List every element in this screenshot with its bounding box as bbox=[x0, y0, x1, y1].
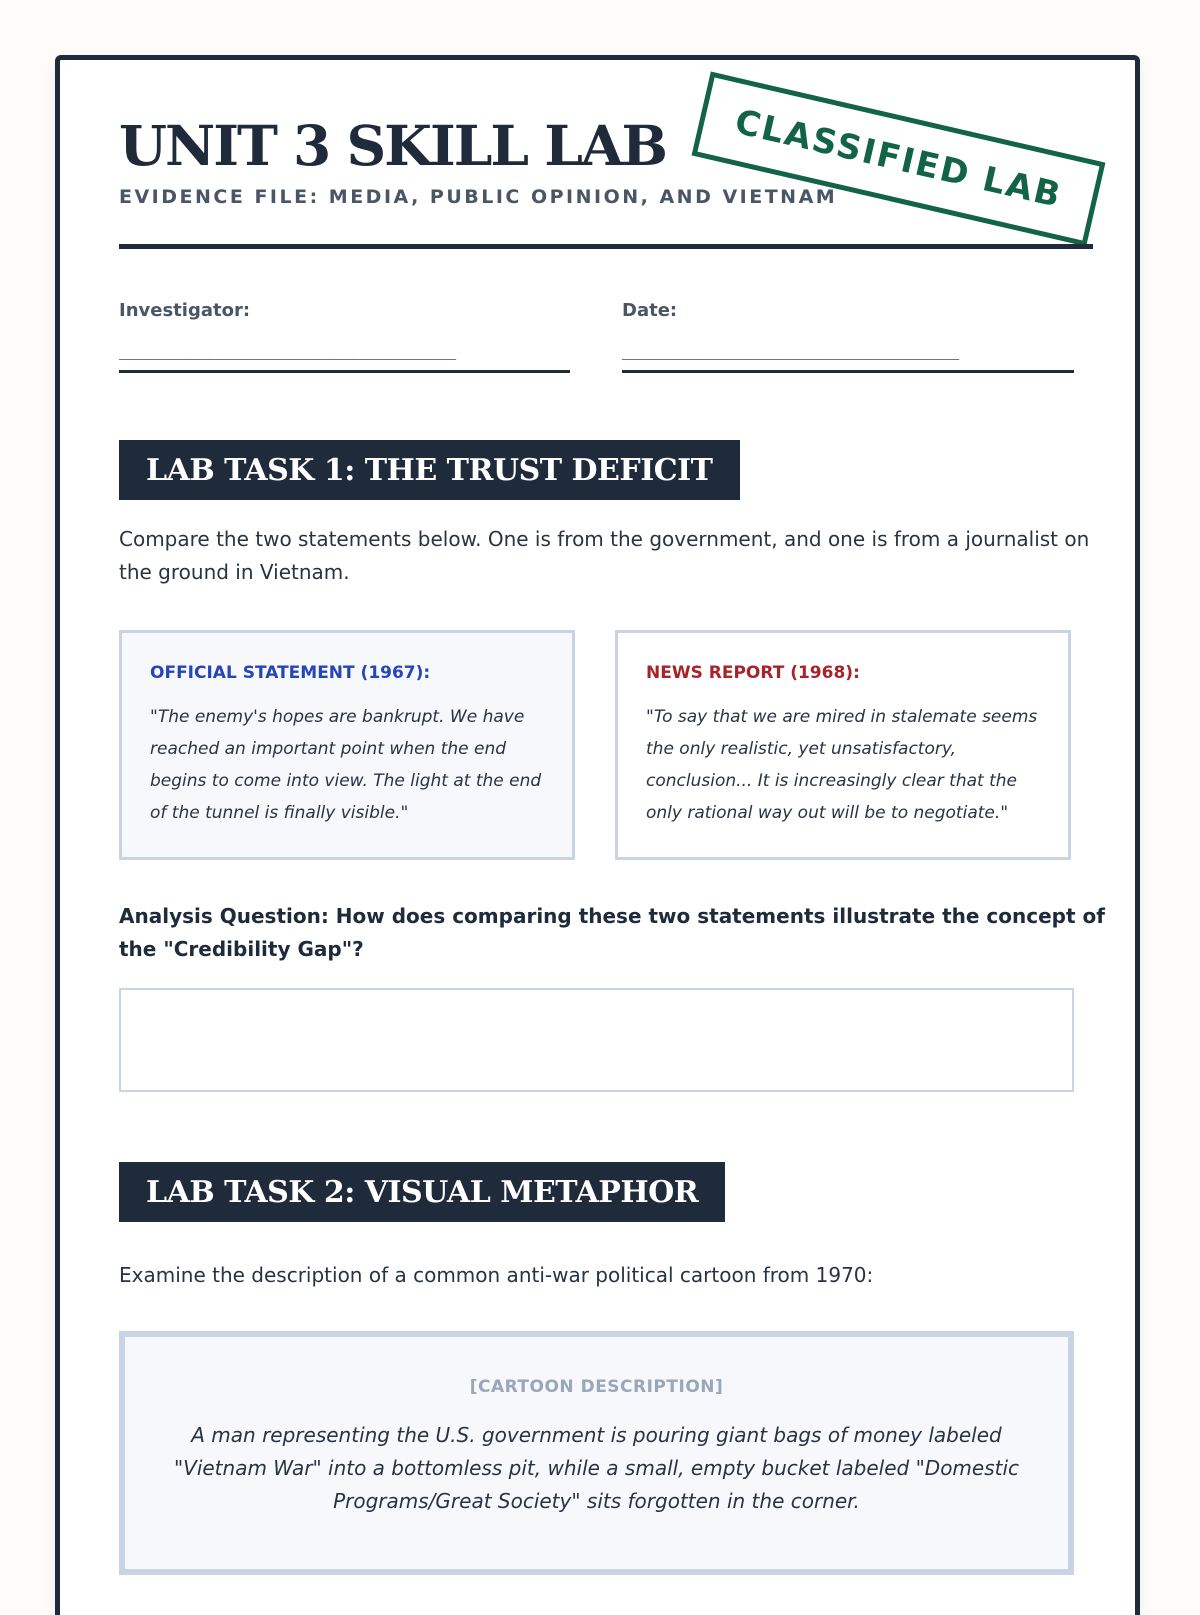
task1-heading: LAB TASK 1: THE TRUST DEFICIT bbox=[119, 440, 740, 500]
classified-stamp: CLASSIFIED LAB bbox=[692, 72, 1106, 247]
official-statement-label: OFFICIAL STATEMENT (1967): bbox=[150, 663, 431, 683]
official-statement-card bbox=[119, 630, 575, 860]
news-report-card bbox=[615, 630, 1071, 860]
cartoon-description-text: A man representing the U.S. government is pouring giant bags of money labeled "Vietnam War" into a bottomless pit, while a small, empty bucket labeled "Domestic Programs/Great Society" sits forgotten in the corner. bbox=[173, 1423, 1020, 1513]
page-title: UNIT 3 SKILL LAB bbox=[119, 113, 667, 178]
worksheet-sheet bbox=[55, 55, 1140, 1615]
date-underline bbox=[622, 370, 1074, 373]
analysis-answer-box[interactable] bbox=[119, 988, 1074, 1092]
cartoon-description-tag: [CARTOON DESCRIPTION] bbox=[469, 1377, 724, 1397]
task2-intro: Examine the description of a common anti-war political cartoon from 1970: bbox=[119, 1263, 874, 1287]
official-statement-quote: "The enemy's hopes are bankrupt. We have reached an important point when the end begins to come into view. The light at the end of the tunnel is finally visible." bbox=[150, 707, 542, 823]
task2-heading: LAB TASK 2: VISUAL METAPHOR bbox=[119, 1162, 725, 1222]
header-divider bbox=[119, 244, 1093, 249]
news-report-label: NEWS REPORT (1968): bbox=[646, 663, 860, 683]
investigator-underline bbox=[119, 370, 570, 373]
cartoon-description-box bbox=[119, 1331, 1074, 1575]
date-label: Date: bbox=[622, 300, 678, 321]
page-subtitle: EVIDENCE FILE: MEDIA, PUBLIC OPINION, AND VIETNAM bbox=[119, 186, 838, 208]
investigator-label: Investigator: bbox=[119, 300, 251, 321]
analysis-question: Analysis Question: How does comparing these two statements illustrate the concept of the "Credibility Gap"? bbox=[119, 904, 1105, 961]
investigator-field[interactable]: ____________________________ bbox=[119, 336, 457, 360]
news-report-quote: "To say that we are mired in stalemate seems the only realistic, yet unsatisfactory, conclusion... It is increasingly clear that the only rational way out will be to negotiate." bbox=[646, 707, 1038, 823]
date-field[interactable]: ____________________________ bbox=[622, 336, 960, 360]
task1-intro: Compare the two statements below. One is from the government, and one is from a journalist on the ground in Vietnam. bbox=[119, 527, 1090, 584]
